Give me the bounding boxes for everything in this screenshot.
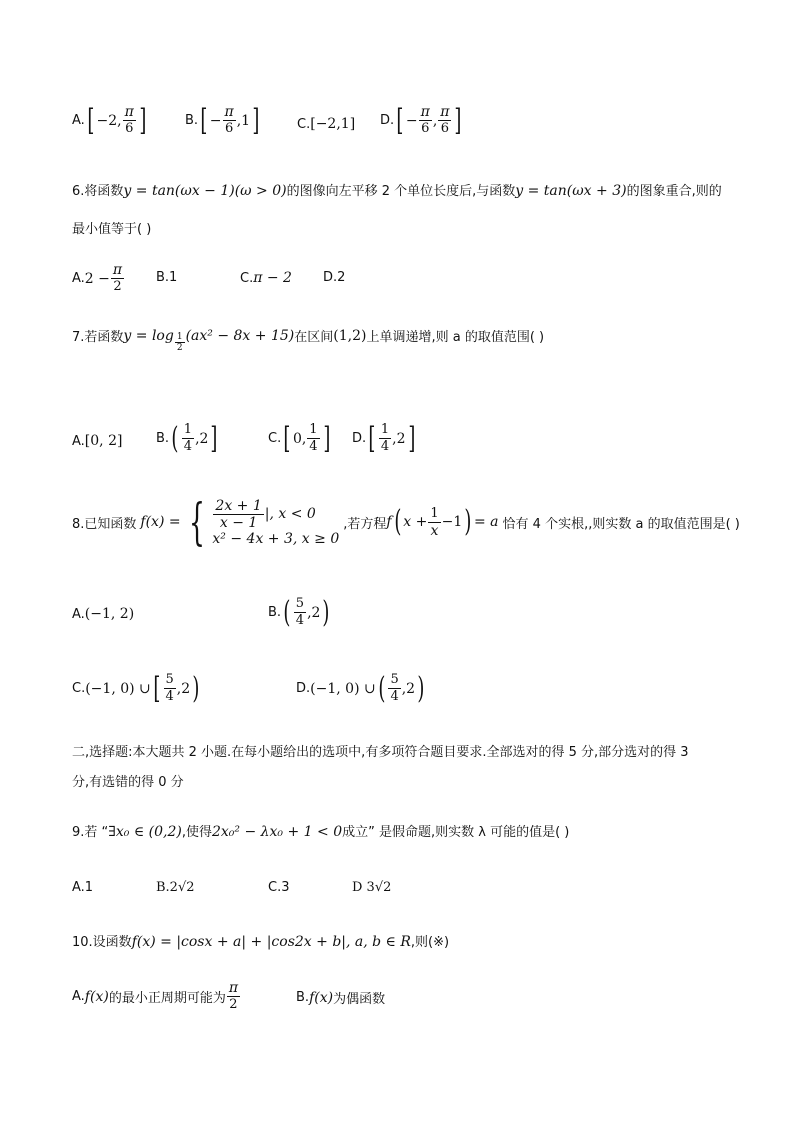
q7-option-d[interactable]: D. [ $\frac{1}{4}$ ,2 ]	[352, 420, 415, 456]
q9-option-d[interactable]: D 3√2	[352, 880, 392, 895]
q6-func1: y = tan(ωx − 1)(ω > 0)	[123, 183, 287, 199]
q6-stem-line2: 最小值等于( )	[72, 222, 152, 237]
q8-option-c[interactable]: C. (−1, 0) ∪ [ $\frac{5}{4}$ ,2 )	[72, 670, 200, 706]
q8-option-b[interactable]: B. ( $\frac{5}{4}$ ,2 )	[268, 594, 330, 630]
q7-option-b[interactable]: B. ( $\frac{1}{4}$ ,2 ]	[156, 420, 218, 456]
option-d-label: D.	[380, 113, 395, 128]
section2-heading-line2: 分,有选错的得 0 分	[72, 775, 184, 790]
fraction-1-over-x: $\frac{1}{x}$	[430, 505, 439, 539]
q7-option-c[interactable]: C. [ 0, $\frac{1}{4}$ ]	[268, 420, 330, 456]
piecewise-cases: $\frac{2x + 1}{x - 1}$ |, x < 0 x² − 4x + 3, x ≥ 0	[212, 497, 340, 547]
section2-heading: 二,选择题:本大题共 2 小题.在每小题给出的选项中,有多项符合题目要求.全部选对的得 5 分,部分选对的得 3	[72, 745, 689, 760]
fraction-1-over-4: $\frac{1}{4}$	[183, 422, 193, 454]
q10-option-b[interactable]: B. f(x) 为偶函数	[296, 989, 386, 1007]
q9-stem: 9.若 “∃x₀ ∈ (0,2),使得2x₀² − λx₀ + 1 < 0成立” 是假命题,则实数 λ 可能的值是( )	[72, 824, 570, 840]
q5-option-d[interactable]: D. [ − $\frac{\pi}{6}$ , $\frac{\pi}{6}$ ]	[380, 102, 462, 138]
q6-stem: 6.将函数y = tan(ωx − 1)(ω > 0)的图像向左平移 2 个单位长度后,与函数y = tan(ωx + 3)的图象重合,则的	[72, 183, 722, 199]
option-b-label: B.	[185, 113, 199, 128]
option-a-label: A.	[72, 113, 85, 128]
q6-option-c[interactable]: C. π − 2	[240, 270, 292, 286]
q9-option-c[interactable]: C.3	[268, 880, 290, 895]
fraction-1-over-4: $\frac{1}{4}$	[380, 422, 390, 454]
q7-option-a[interactable]: A. [0, 2]	[72, 433, 123, 449]
q9-option-b[interactable]: B.2√2	[156, 880, 195, 895]
fraction-pi-over-6: $\frac{\pi}{6}$	[124, 104, 134, 136]
q6-option-b[interactable]: B.1	[156, 270, 178, 285]
fraction-pi-over-2: $\frac{\pi}{2}$	[112, 262, 123, 294]
q8-option-a[interactable]: A. (−1, 2)	[72, 606, 135, 622]
q6-option-a[interactable]: A. 2 − $\frac{\pi}{2}$	[72, 262, 123, 294]
fraction-pi-over-6: $\frac{\pi}{6}$	[420, 104, 430, 136]
fraction-1-over-4: $\frac{1}{4}$	[309, 422, 318, 454]
q8-option-d[interactable]: D. (−1, 0) ∪ ( $\frac{5}{4}$ ,2 )	[296, 670, 425, 706]
fraction-5-over-4: $\frac{5}{4}$	[165, 672, 174, 704]
q6-func2: y = tan(ωx + 3)	[515, 183, 627, 199]
fraction-5-over-4: $\frac{5}{4}$	[295, 596, 305, 628]
q7-stem: 7.若函数 y = log $\frac{1}{2}$ (ax² − 8x + 15) 在区间 (1,2) 上单调递增,则 a 的取值范围( )	[72, 327, 545, 353]
fraction-pi-over-6: $\frac{\pi}{6}$	[224, 104, 234, 136]
q6-option-d[interactable]: D.2	[323, 270, 346, 285]
q8-stem: 8.已知函数 f(x) = { $\frac{2x + 1}{x - 1}$ |, x < 0 x² − 4x + 3, x ≥ 0 ,若方程 f ( x + $\frac{1}{x}$ −1 ) = a 恰有 4 个实根,,则实数 a 的取值范围是( )	[72, 493, 740, 551]
fraction-pi-over-6: $\frac{\pi}{6}$	[440, 104, 450, 136]
q5-option-b[interactable]: B. [ − $\frac{\pi}{6}$ ,1 ]	[185, 102, 260, 138]
fraction-log-base-half: $\frac{1}{2}$	[176, 332, 183, 353]
q10-stem: 10.设函数f(x) = |cosx + a| + |cos2x + b|, a, b ∈ R,则(※)	[72, 934, 450, 950]
q5-option-c[interactable]: C. [ −2,1 ]	[297, 116, 356, 132]
q9-option-a[interactable]: A.1	[72, 880, 94, 895]
fraction-5-over-4: $\frac{5}{4}$	[390, 672, 399, 704]
q5-option-a[interactable]: A. [ −2, $\frac{\pi}{6}$ ]	[72, 102, 147, 138]
option-c-label: C.	[297, 116, 311, 132]
q10-option-a[interactable]: A. f(x) 的最小正周期可能为 $\frac{\pi}{2}$	[72, 980, 239, 1012]
fraction-pi-over-2: $\frac{\pi}{2}$	[228, 980, 239, 1012]
piecewise-brace: {	[188, 493, 205, 551]
fraction-2x1-over-x1: $\frac{2x + 1}{x - 1}$	[215, 497, 262, 531]
